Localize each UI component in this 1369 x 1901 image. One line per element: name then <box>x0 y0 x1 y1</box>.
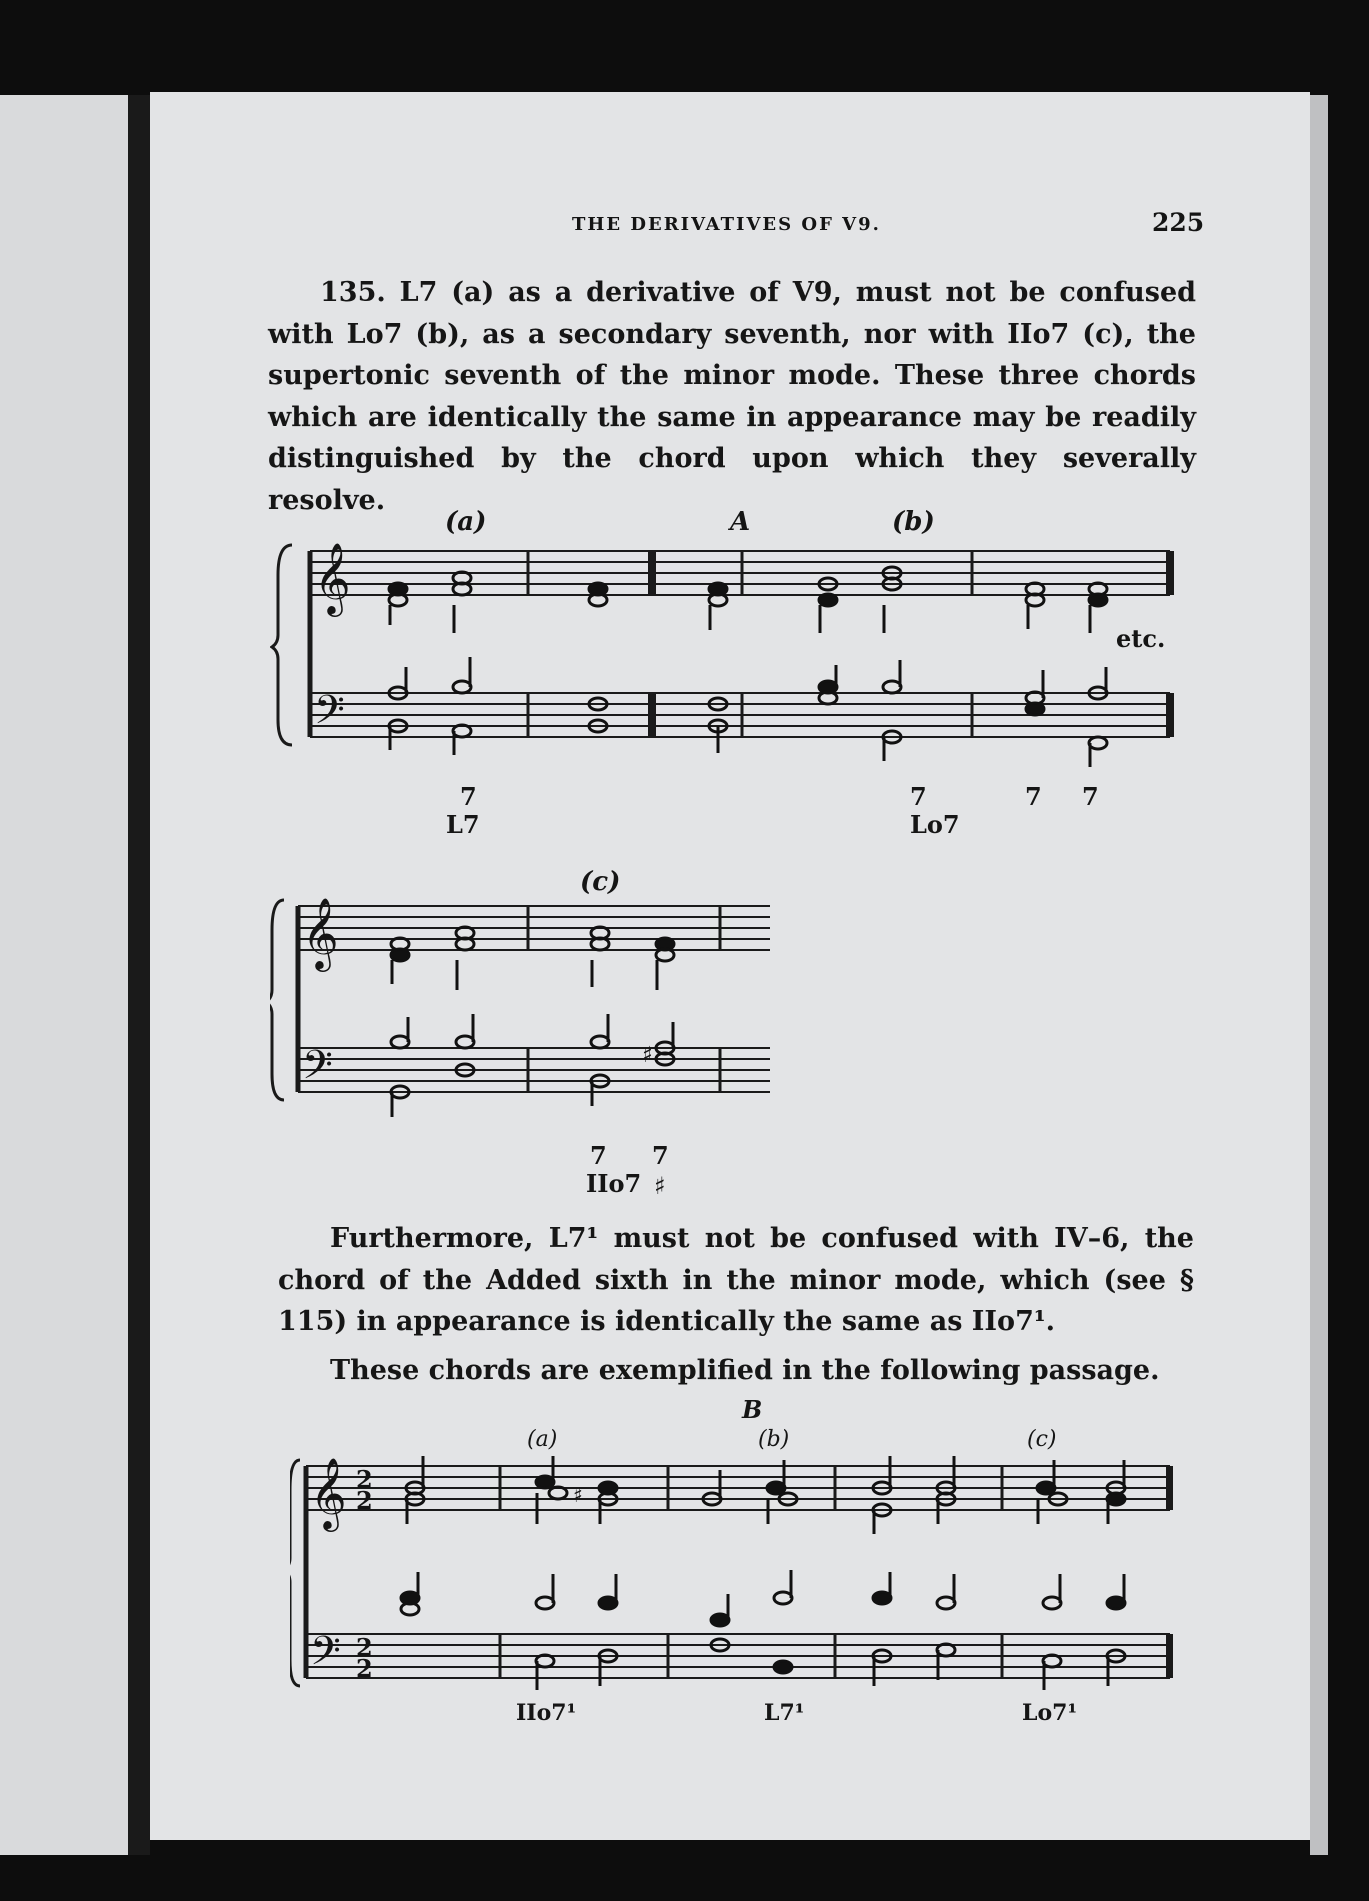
example1-label-a: (a) <box>445 507 487 537</box>
example1-label-A: A <box>730 507 751 537</box>
figure-7-a: 7 <box>460 782 477 811</box>
right-page-edge <box>1310 95 1328 1855</box>
book-gutter <box>128 95 150 1855</box>
example2-label-c: (c) <box>580 867 621 897</box>
section-135-paragraph <box>268 272 1196 521</box>
treble-clef-icon: 𝄞 <box>302 896 339 969</box>
treble-notes <box>391 927 770 961</box>
bass-notes <box>391 1036 770 1098</box>
bass-staff <box>298 1048 770 1092</box>
time-signature-bottom-bass: 2 <box>356 1654 373 1683</box>
system-brace <box>290 1460 300 1686</box>
chord-name-Lo7: Lo7 <box>910 810 960 839</box>
system-brace <box>272 545 292 745</box>
time-signature-bottom: 2 <box>356 1486 373 1515</box>
left-page-edge <box>0 95 128 1855</box>
figure-7-b: 7 <box>910 782 927 811</box>
treble-staff <box>298 906 770 950</box>
chord-name-IIo7: IIo7 <box>586 1169 642 1198</box>
figure-7-c: 7 <box>1025 782 1042 811</box>
example3-label-a: (a) <box>527 1427 558 1452</box>
example1-label-b: (b) <box>892 507 935 537</box>
time-signature-top-bass: 2 <box>356 1633 373 1662</box>
example3-label-B: B <box>742 1398 763 1424</box>
figure-7-second: 7 <box>652 1141 669 1170</box>
music-example-2 <box>270 862 770 1202</box>
bass-notes <box>401 1592 1125 1673</box>
chord-name-Lo7-1: Lo7¹ <box>1022 1700 1078 1726</box>
time-signature-top: 2 <box>356 1465 373 1494</box>
music-example-1 <box>270 505 1190 855</box>
music-example-3 <box>290 1398 1190 1733</box>
chord-name-L7-1: L7¹ <box>764 1700 805 1726</box>
double-bar <box>648 551 656 595</box>
system-brace <box>270 900 284 1100</box>
treble-stems <box>390 605 1090 633</box>
sharp-accidental: ♯ <box>642 1042 653 1068</box>
chord-name-L7: L7 <box>446 810 480 839</box>
chord-name-IIo7-1: IIo7¹ <box>516 1700 577 1726</box>
treble-clef-icon: 𝄞 <box>310 1456 347 1529</box>
bass-stems <box>390 657 1106 767</box>
bass-clef-icon: 𝄢 <box>314 687 345 743</box>
paragraph-furthermore: Furthermore, L7¹ must not be confused with IV–6, the chord of the Added sixth in the minor mode, which (see § 115) in appearance is identically the same as IIo7¹. <box>278 1223 1194 1337</box>
final-bar <box>1166 551 1174 595</box>
etc-text: etc. <box>1116 624 1166 653</box>
example3-label-b: (b) <box>758 1427 790 1452</box>
paragraph-exemplified: These chords are exemplified in the following passage. <box>330 1355 1160 1386</box>
running-title: THE DERIVATIVES OF V9. <box>572 214 881 235</box>
treble-clef-icon: 𝄞 <box>314 541 351 614</box>
sharp-accidental: ♯ <box>573 1483 583 1507</box>
sharp-figure: ♯ <box>654 1171 666 1200</box>
section-text: L7 (a) as a derivative of V9, must not be confused with Lo7 (b), as a secondary seventh, nor with IIo7 (c), the supertonic seventh of the minor mode. These three chords which are identically the same in appearance may be readily distinguished by the chord upon which they severally resolve. <box>268 277 1197 516</box>
figure-7-first: 7 <box>590 1141 607 1170</box>
treble-staff <box>310 551 1170 595</box>
section-number: 135. <box>320 277 386 308</box>
figure-7-d: 7 <box>1082 782 1099 811</box>
page-number: 225 <box>1152 208 1205 237</box>
bass-clef-icon: 𝄢 <box>302 1042 333 1098</box>
bass-staff <box>306 1634 1170 1678</box>
example3-label-c: (c) <box>1027 1427 1057 1452</box>
bass-clef-icon: 𝄢 <box>310 1628 341 1684</box>
